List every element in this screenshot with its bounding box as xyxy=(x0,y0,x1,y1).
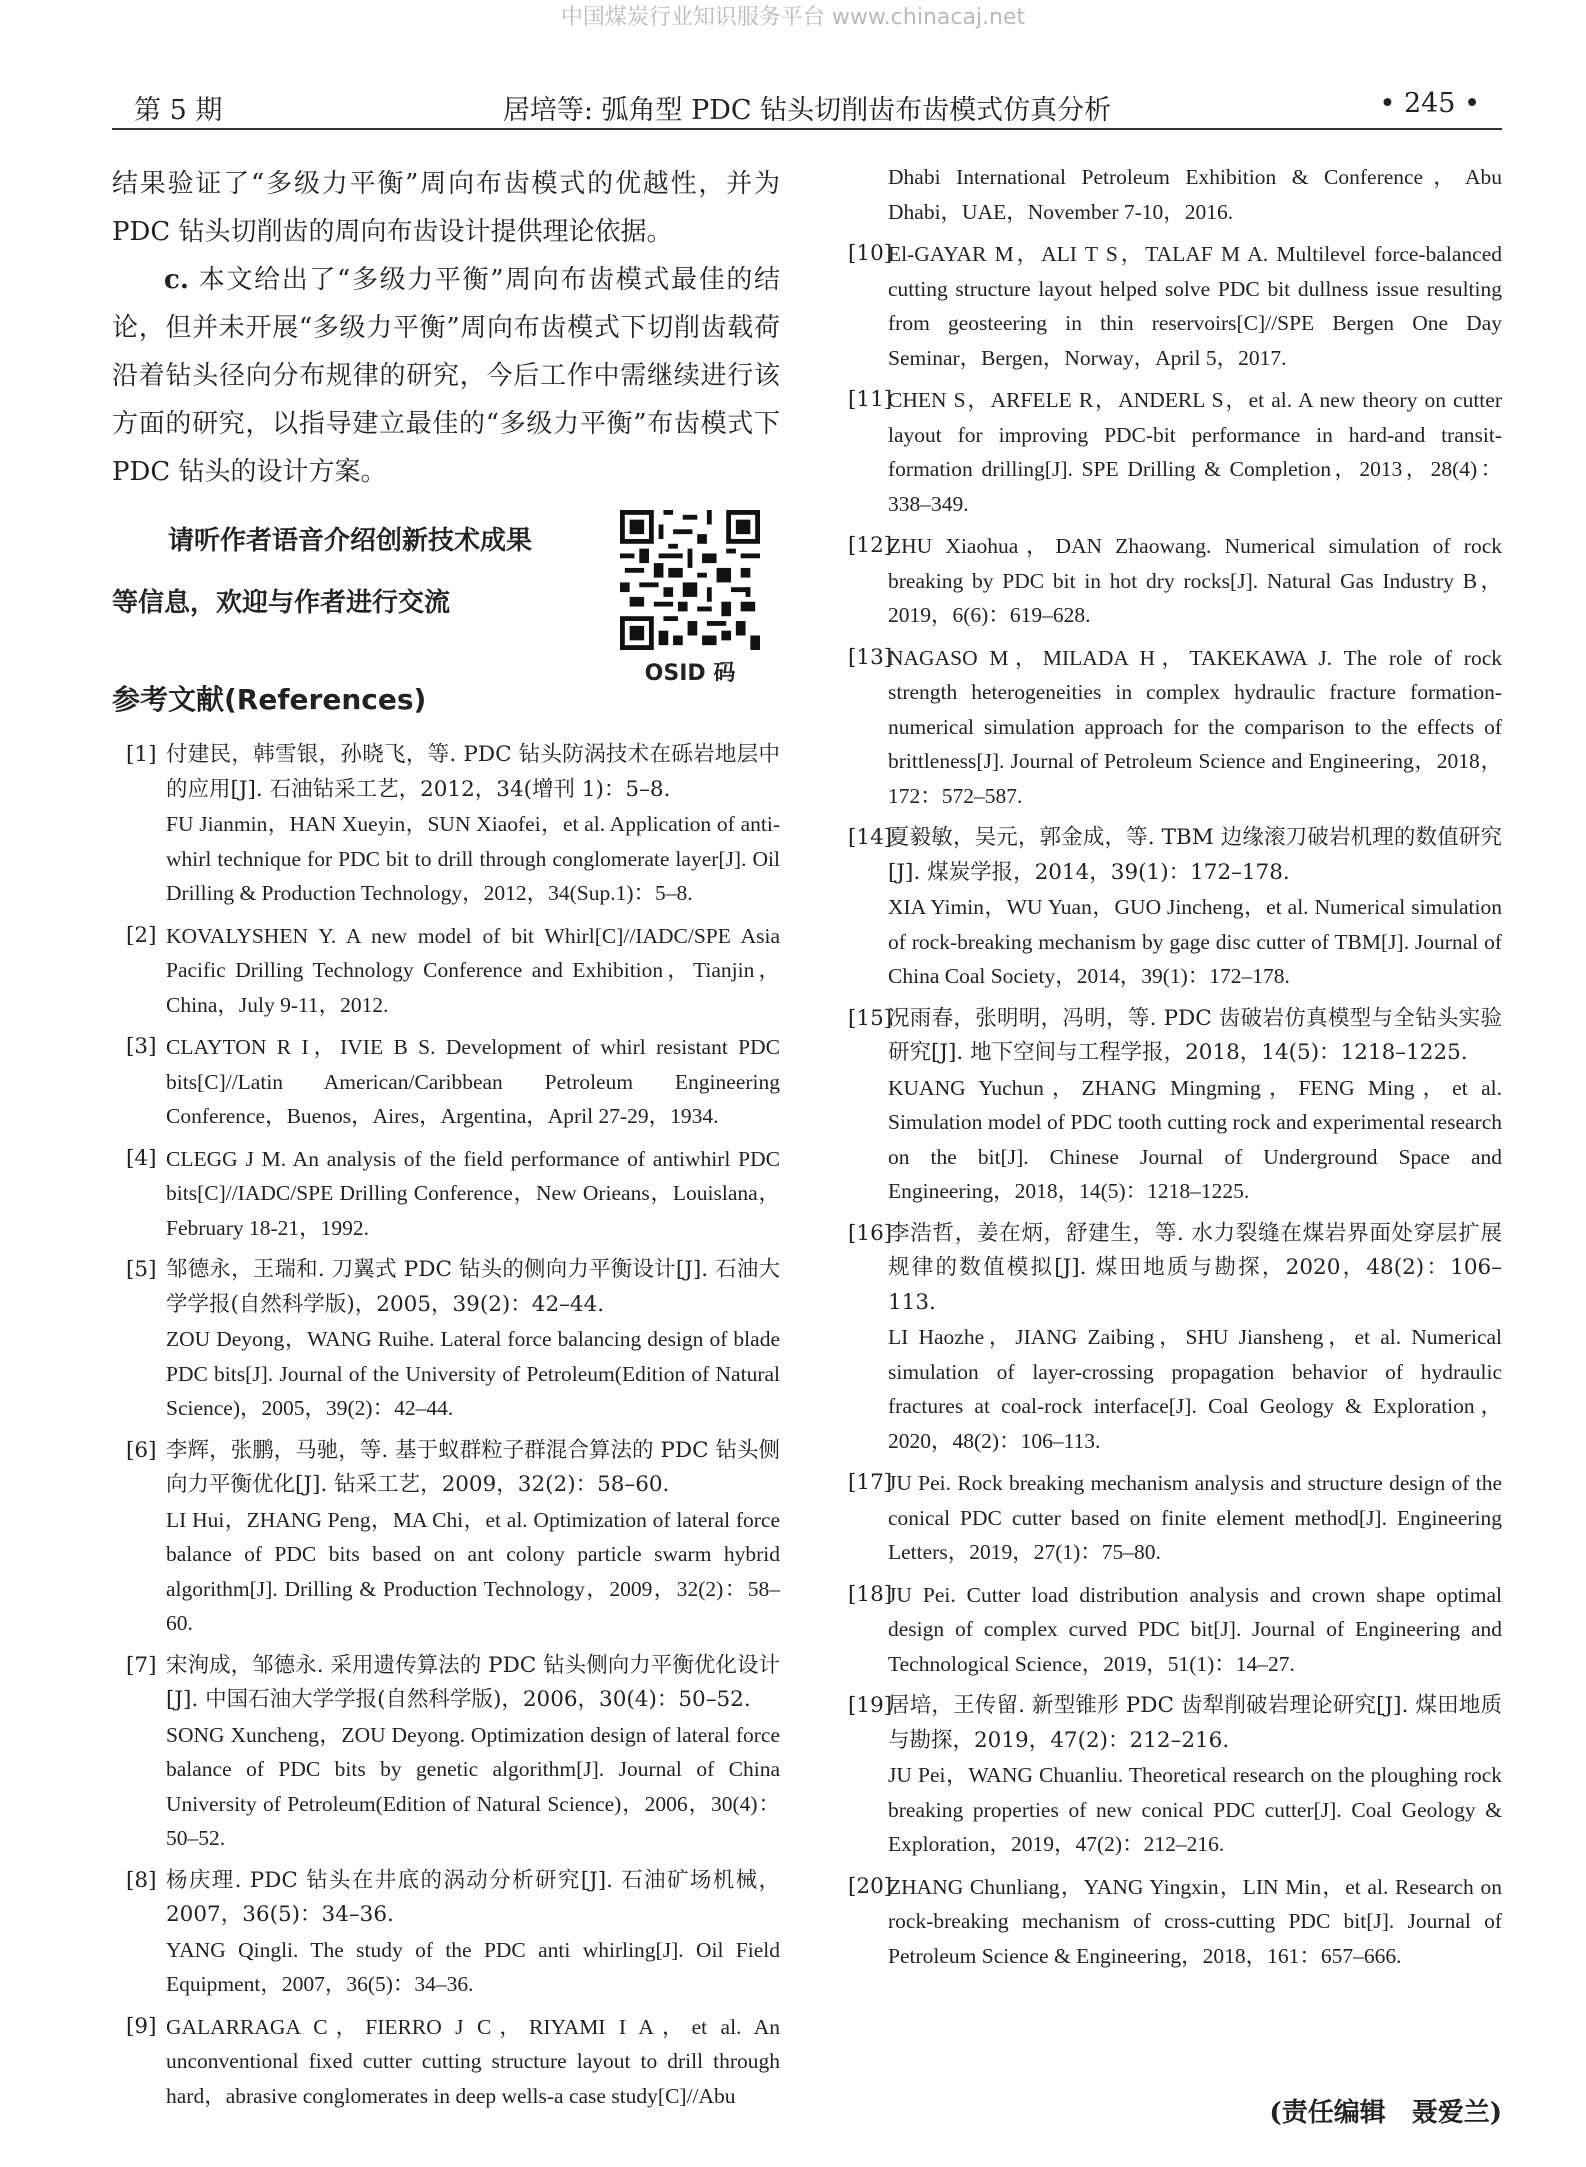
reference-item xyxy=(834,1002,1502,1209)
reference-cn: 李浩哲，姜在炳，舒建生，等. 水力裂缝在煤岩界面处穿层扩展规律的数值模拟[J]. 煤田地质与勘探，2020，48(2)：106–113. xyxy=(888,1220,1502,1315)
reference-number: [19] xyxy=(848,1693,893,1718)
reference-list-right xyxy=(834,237,1502,1973)
reference-item xyxy=(112,1434,780,1641)
reference-en: SONG Xuncheng，ZOU Deyong. Optimization design of lateral force balance of PDC bits by genetic algorithm[J]. Journal of China University of Petroleum(Edition of Natural Science)，2006，30(4)：50–52. xyxy=(166,1722,780,1850)
reference-item xyxy=(112,1864,780,2002)
reference-item xyxy=(834,1466,1502,1570)
reference-en: XIA Yimin，WU Yuan，GUO Jincheng，et al. Numerical simulation of rock-breaking mechanism by gage disc cutter of TBM[J]. Journal of China Coal Society，2014，39(1)：172–178. xyxy=(888,895,1502,988)
reference-item xyxy=(834,1689,1502,1862)
reference-en: JU Pei，WANG Chuanliu. Theoretical research on the ploughing rock breaking properties of new conical PDC cutter[J]. Coal Geology & Exploration，2019，47(2)：212–216. xyxy=(888,1763,1502,1856)
reference-en: CLAYTON R I，IVIE B S. Development of whirl resistant PDC bits[C]//Latin American/Caribbean Petroleum Engineering Conference，Buenos，Aires，Argentina，April 27-29，1934. xyxy=(166,1035,780,1128)
reference-number: [4] xyxy=(126,1145,157,1171)
right-column xyxy=(834,160,1502,1981)
reference-item xyxy=(112,1649,780,1856)
reference-item xyxy=(834,383,1502,521)
reference-en: YANG Qingli. The study of the PDC anti whirling[J]. Oil Field Equipment，2007，36(5)：34–36. xyxy=(166,1937,780,1996)
reference-number: [6] xyxy=(126,1437,157,1463)
body-paragraph-2 xyxy=(112,256,780,496)
reference-number: [9] xyxy=(126,2013,157,2039)
reference-number: [14] xyxy=(848,825,893,850)
reference-number: [7] xyxy=(126,1652,157,1678)
reference-item xyxy=(834,1217,1502,1459)
reference-item xyxy=(834,237,1502,375)
reference-number: [20] xyxy=(848,1873,893,1899)
reference-en: NAGASO M，MILADA H，TAKEKAWA J. The role of rock strength heterogeneities in complex hydraulic fracture formation-numerical simulation approach for the comparison to the effects of brittleness[J]. Journal of Petroleum Science and Engineering，2018，172：572–587. xyxy=(888,645,1502,808)
reference-cn: 李辉，张鹏，马驰，等. 基于蚁群粒子群混合算法的 PDC 钻头侧向力平衡优化[J]. 钻采工艺，2009，32(2)：58–60. xyxy=(166,1437,780,1497)
reference-number: [10] xyxy=(848,241,893,266)
reference-item xyxy=(112,1030,780,1134)
reference-number: [3] xyxy=(126,1034,157,1059)
reference-item xyxy=(834,1578,1502,1682)
reference-en: GALARRAGA C，FIERRO J C，RIYAMI I A，et al. An unconventional fixed cutter cutting structure layout to drill through hard，abrasive conglomerates in deep wells-a case study[C]//Abu xyxy=(166,2014,780,2108)
osid-text xyxy=(112,510,592,634)
reference-en: Dhabi International Petroleum Exhibition & Conference，Abu Dhabi，UAE，November 7-10，2016. xyxy=(888,165,1502,224)
reference-item xyxy=(834,641,1502,814)
reference-item-continued xyxy=(834,160,1502,229)
reference-item xyxy=(112,1253,780,1426)
reference-number: [17] xyxy=(848,1470,893,1495)
reference-en: CLEGG J M. An analysis of the field performance of antiwhirl PDC bits[C]//IADC/SPE Drilling Conference，New Orieans，Louislana，February 18-21，1992. xyxy=(166,1146,780,1240)
reference-en: ZHANG Chunliang，YANG Yingxin，LIN Min，et al. Research on rock-breaking mechanism of cross-cutting PDC bit[J]. Journal of Petroleum Science & Engineering，2018，161：657–666. xyxy=(888,1874,1502,1968)
reference-en: LI Hui，ZHANG Peng，MA Chi，et al. Optimization of lateral force balance of PDC bits based on ant colony particle swarm hybrid algorithm[J]. Drilling & Production Technology，2009，32(2)：58–60. xyxy=(166,1507,780,1635)
reference-en: LI Haozhe，JIANG Zaibing，SHU Jiansheng，et al. Numerical simulation of layer-crossing propagation behavior of hydraulic fractures at coal-rock interface[J]. Coal Geology & Exploration，2020，48(2)：106–113. xyxy=(888,1325,1502,1453)
reference-item xyxy=(834,529,1502,633)
reference-en: KUANG Yuchun，ZHANG Mingming，FENG Ming，et al. Simulation model of PDC tooth cutting rock and experimental research on the bit[J]. Chinese Journal of Underground Space and Engineering，2018，14(5)：1218–1225. xyxy=(888,1075,1502,1203)
reference-cn: 宋洵成，邹德永. 采用遗传算法的 PDC 钻头侧向力平衡优化设计[J]. 中国石油大学学报(自然科学版)，2006，30(4)：50–52. xyxy=(166,1652,780,1712)
reference-en: ZOU Deyong，WANG Ruihe. Lateral force balancing design of blade PDC bits[J]. Journal of the University of Petroleum(Edition of Natural Science)，2005，39(2)：42–44. xyxy=(166,1327,780,1420)
item-label: c. xyxy=(164,265,189,295)
reference-item xyxy=(834,1870,1502,1974)
reference-cn: 况雨春，张明明，冯明，等. PDC 齿破岩仿真模型与全钻头实验研究[J]. 地下空间与工程学报，2018，14(5)：1218–1225. xyxy=(888,1005,1502,1065)
issue-number: 第 5 期 xyxy=(134,95,223,126)
reference-item xyxy=(112,2010,780,2114)
reference-item xyxy=(834,821,1502,994)
reference-number: [15] xyxy=(848,1005,893,1031)
reference-en: JU Pei. Rock breaking mechanism analysis and structure design of the conical PDC cutter based on finite element method[J]. Engineering Letters，2019，27(1)：75–80. xyxy=(888,1471,1502,1564)
qr-caption: OSID 码 xyxy=(644,661,736,686)
reference-cn: 杨庆理. PDC 钻头在井底的涡动分析研究[J]. 石油矿场机械，2007，36(5)：34–36. xyxy=(166,1867,780,1927)
reference-en: ZHU Xiaohua，DAN Zhaowang. Numerical simulation of rock breaking by PDC bit in hot dry rocks[J]. Natural Gas Industry B，2019，6(6)：619–628. xyxy=(888,534,1502,627)
reference-en: FU Jianmin，HAN Xueyin，SUN Xiaofei，et al. Application of anti-whirl technique for PDC bit to drill through conglomerate layer[J]. Oil Drilling & Production Technology，2012，34(Sup.1)：5–8. xyxy=(166,812,780,905)
reference-list-left xyxy=(112,738,780,2113)
reference-en: El-GAYAR M，ALI T S，TALAF M A. Multilevel force-balanced cutting structure layout helped solve PDC bit dullness issue resulting from geosteering in thin reservoirs[C]//SPE Bergen One Day Seminar，Bergen，Norway，April 5，2017. xyxy=(888,242,1502,370)
references-heading: 参考文献(References) xyxy=(112,683,427,716)
reference-item xyxy=(112,919,780,1023)
running-header xyxy=(112,88,1502,130)
reference-number: [18] xyxy=(848,1581,893,1607)
left-column xyxy=(112,160,780,2121)
page-number: • 245 • xyxy=(1379,88,1480,119)
osid-line-2: 等信息，欢迎与作者进行交流 xyxy=(112,588,451,618)
body-paragraph-2-text: 本文给出了“多级力平衡”周向布齿模式最佳的结论，但并未开展“多级力平衡”周向布齿模式下切削齿载荷沿着钻头径向分布规律的研究，今后工作中需继续进行该方面的研究，以指导建立最佳的“多级力平衡”布齿模式下 PDC 钻头的设计方案。 xyxy=(112,265,780,487)
body-paragraph-1: 结果验证了“多级力平衡”周向布齿模式的优越性，并为PDC 钻头切削齿的周向布齿设计提供理论依据。 xyxy=(112,169,780,247)
reference-number: [13] xyxy=(848,644,893,670)
responsible-editor: (责任编辑 聂爱兰) xyxy=(1269,2098,1502,2128)
reference-en: KOVALYSHEN Y. A new model of bit Whirl[C]//IADC/SPE Asia Pacific Drilling Technology Conference and Exhibition，Tianjin，China，July 9-11，2012. xyxy=(166,923,780,1017)
reference-number: [5] xyxy=(126,1257,157,1282)
reference-cn: 付建民，韩雪银，孙晓飞，等. PDC 钻头防涡技术在砾岩地层中的应用[J]. 石油钻采工艺，2012，34(增刊 1)：5–8. xyxy=(166,742,780,802)
osid-block xyxy=(112,510,780,686)
reference-cn: 夏毅敏，吴元，郭金成，等. TBM 边缘滚刀破岩机理的数值研究[J]. 煤炭学报，2014，39(1)：172–178. xyxy=(888,825,1502,885)
watermark: 中国煤炭行业知识服务平台 www.chinacaj.net xyxy=(560,5,1026,30)
qr-code-icon xyxy=(620,510,760,650)
reference-cn: 居培，王传留. 新型锥形 PDC 齿犁削破岩理论研究[J]. 煤田地质与勘探，2019，47(2)：212–216. xyxy=(888,1693,1502,1753)
reference-en: JU Pei. Cutter load distribution analysis and crown shape optimal design of complex curved PDC bit[J]. Journal of Engineering and Technological Science，2019，51(1)：14–27. xyxy=(888,1582,1502,1676)
running-title: 居培等: 弧角型 PDC 钻头切削齿布齿模式仿真分析 xyxy=(502,95,1112,126)
reference-item xyxy=(112,1142,780,1246)
reference-number: [8] xyxy=(126,1867,157,1893)
reference-number: [1] xyxy=(126,742,157,767)
reference-item xyxy=(112,738,780,911)
reference-number: [12] xyxy=(848,533,893,558)
reference-cn: 邹德永，王瑞和. 刀翼式 PDC 钻头的侧向力平衡设计[J]. 石油大学学报(自然科学版)，2005，39(2)：42–44. xyxy=(166,1257,780,1317)
reference-number: [2] xyxy=(126,922,157,948)
reference-en: CHEN S，ARFELE R，ANDERL S，et al. A new theory on cutter layout for improving PDC-bit performance in hard-and transit-formation drilling[J]. SPE Drilling & Completion，2013，28(4)：338–349. xyxy=(888,388,1502,516)
reference-number: [11] xyxy=(848,387,893,412)
osid-line-1: 请听作者语音介绍创新技术成果 xyxy=(168,526,533,556)
reference-number: [16] xyxy=(848,1220,893,1246)
